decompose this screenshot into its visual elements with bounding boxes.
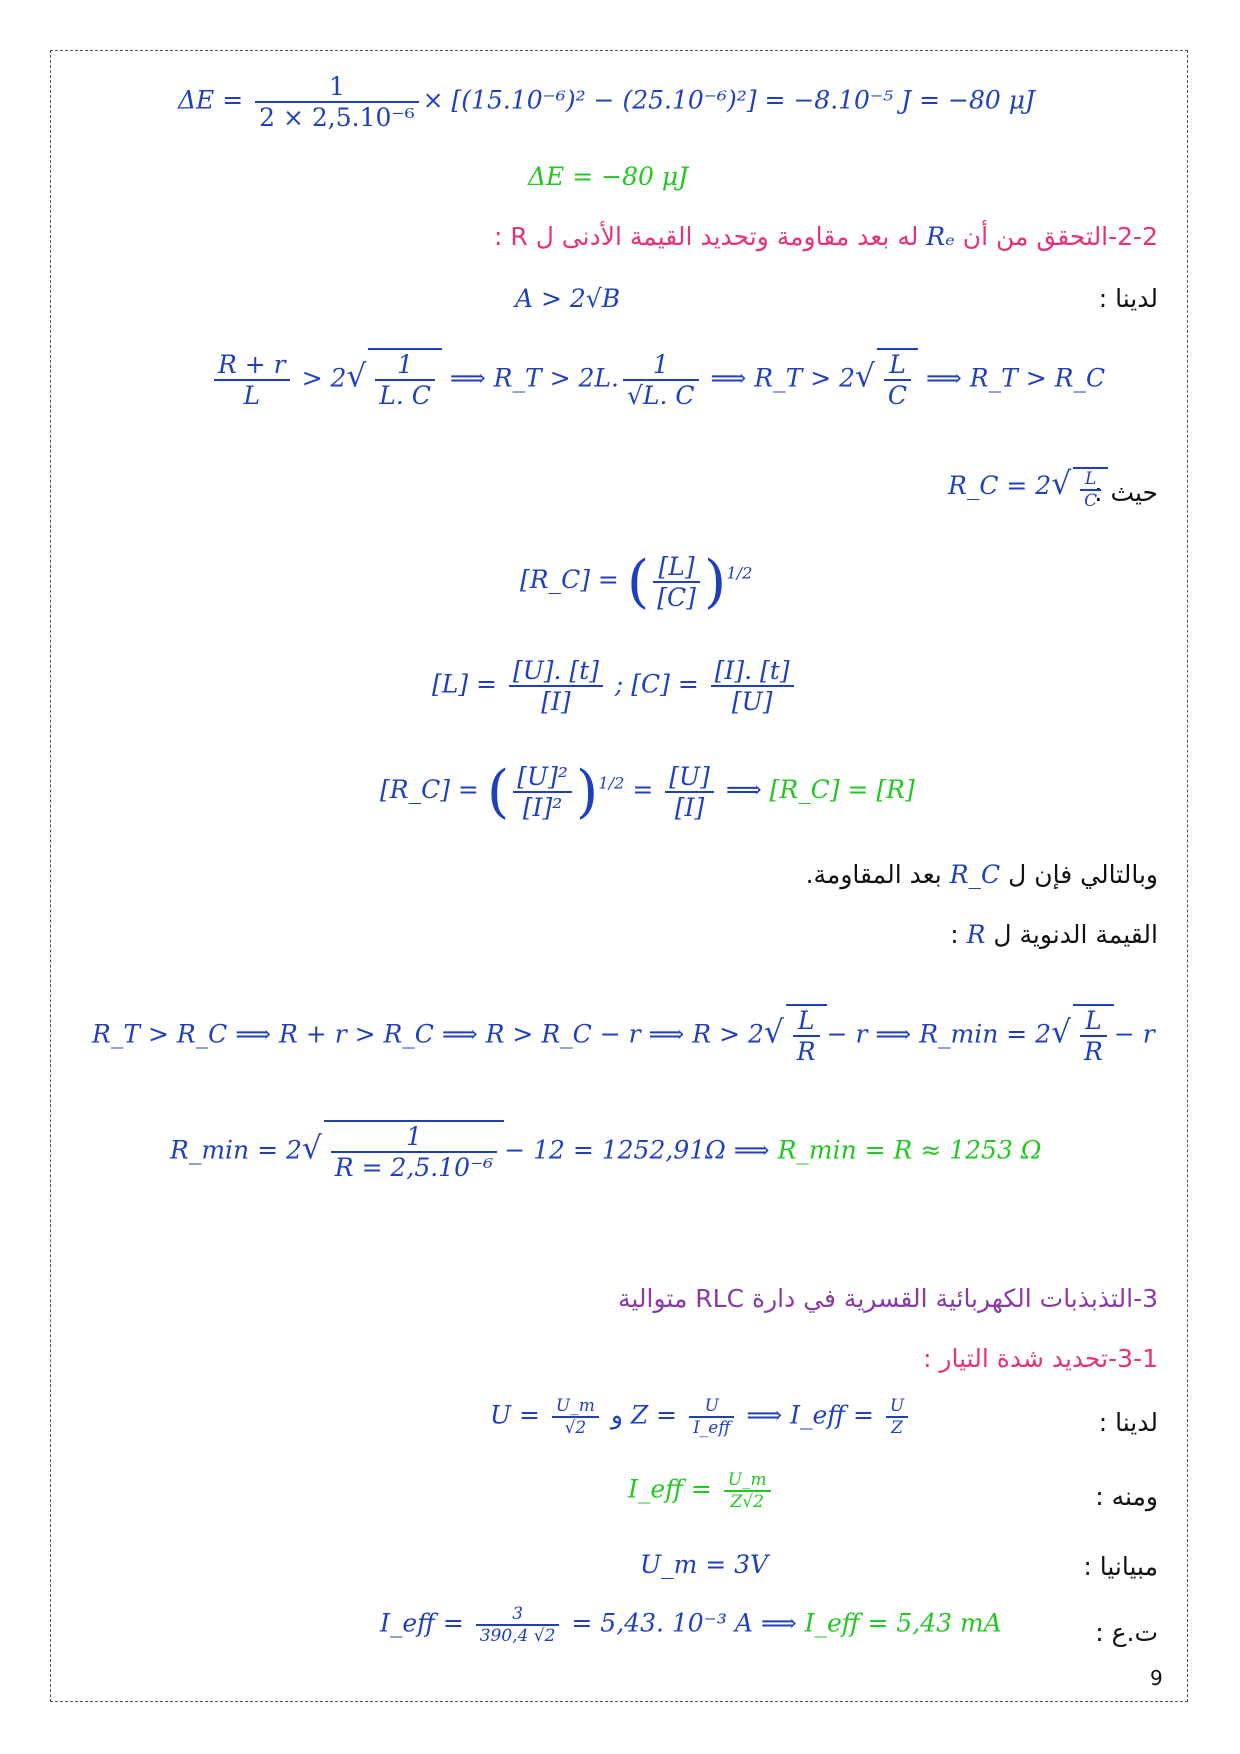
min-calc: R_min = 2√ $\frac{1}{\text{R = 2,5.10⁻⁶}}$ − 12 = 1252,91Ω ⟹ R_min = R ≈ 1253 Ω: [170, 1122, 1042, 1182]
ineq-gt: > 2: [293, 363, 347, 393]
eq4-num: 3: [476, 1604, 560, 1626]
energy-den: 2 × 2,5.10⁻⁶: [259, 103, 415, 132]
title-var: Rₑ: [926, 222, 955, 251]
min-eq-c: − r: [1113, 1019, 1155, 1049]
dim3-arrow: ⟹: [717, 775, 770, 804]
dim2-mid: ; [C] =: [606, 669, 707, 699]
where-num: L: [1080, 469, 1101, 491]
min-eq-b: − r ⟹ R_min = 2: [826, 1019, 1052, 1049]
dim2-den2: [U]: [731, 687, 773, 716]
dim1-num: [L]: [653, 552, 700, 583]
where-lhs: R_C = 2: [948, 471, 1052, 500]
dim3-den2: [I]: [674, 792, 705, 822]
section-3-title: 3-التذبذبات الكهربائية القسرية في دارة RLC متوالية: [617, 1284, 1158, 1313]
section-2-2-title: [494, 222, 1158, 251]
ineq-frac-num: 1: [623, 350, 699, 381]
eq1-num3: U: [886, 1396, 908, 1418]
min-label-prefix: القيمة الدنوية ل: [993, 920, 1158, 949]
dim3-eq: =: [624, 775, 662, 804]
energy-rest: × [(15.10⁻⁶)² − (25.10⁻⁶)²] = −8.10⁻⁵ J = −80 μJ: [422, 85, 1035, 115]
eq1-den3: Z: [891, 1418, 903, 1438]
dim1-pow: 1/2: [726, 563, 753, 583]
given-label: لدينا :: [1098, 284, 1158, 313]
ineq-rad2-num: L: [884, 350, 911, 381]
energy-equation: [178, 72, 1035, 132]
where-eq: R_C = 2√ $\frac{L}{C}$: [948, 466, 1108, 511]
dim1-lhs: [R_C] =: [520, 565, 627, 594]
section-3-1-title: 3-1-تحديد شدة التيار :: [923, 1344, 1158, 1373]
dim-eq-2: [432, 656, 798, 716]
dim3-den: [I]²: [522, 792, 563, 822]
calc-result: R_min = R ≈ 1253 Ω: [777, 1135, 1042, 1165]
s3-eq-1: [490, 1396, 912, 1438]
dim2-den: [I]: [541, 687, 571, 716]
energy-result: ΔE = −80 μJ: [528, 162, 689, 191]
inequality-line: $\frac{R + r}{L}$ > 2√ $\frac{1}{L. C}$ ⟹ R_T > 2L. $\frac{1}{√L. C}$ ⟹ R_T > 2√ $\frac{L}{C}$ ⟹ R_T > R_C: [210, 348, 1105, 410]
eq1-num: U_m: [552, 1396, 599, 1418]
min-eq-num2: L: [1080, 1006, 1107, 1037]
min-eq-den2: R: [1084, 1037, 1103, 1066]
calc-den: R = 2,5.10⁻⁶: [334, 1153, 494, 1182]
dim3-lhs: [R_C] =: [380, 775, 487, 804]
eq2-lhs: I_eff =: [628, 1474, 720, 1504]
dim3-result: [R_C] = [R]: [769, 775, 915, 804]
conclusion-var: R_C: [949, 860, 1001, 889]
min-eq-a: R_T > R_C ⟹ R + r > R_C ⟹ R > R_C − r ⟹ R > 2: [92, 1019, 764, 1049]
graph-label: مبيانيا :: [1083, 1552, 1158, 1581]
ineq-c: ⟹ R_T > R_C: [918, 363, 1106, 393]
eq4-mid: = 5,43. 10⁻³ A ⟹: [563, 1608, 805, 1638]
conclusion: [806, 860, 1158, 889]
dim-eq-3: [R_C] = ( $\frac{\text{[U]²}}{\text{[I]²}}$ )$^{1/2}$ = $\frac{[U]}{[I]}$ ⟹ [R_C] = [R]: [380, 758, 915, 825]
eq1-den2: I_eff: [693, 1418, 731, 1438]
eq1-num2: U: [689, 1396, 734, 1418]
given-eq: A > 2√B: [515, 284, 621, 313]
eq1-den: √2: [564, 1418, 587, 1438]
eq1-c: ⟹ I_eff =: [738, 1400, 882, 1430]
ineq-a: ⟹ R_T > 2L.: [441, 363, 619, 393]
dim-eq-1: [R_C] = ( $\frac{[L]}{[C]}$ )$^{1/2}$: [520, 548, 753, 615]
ineq-rad-num: 1: [375, 350, 435, 381]
min-eq-den1: R: [796, 1037, 816, 1066]
min-label-suffix: :: [950, 920, 959, 949]
s3-given-label: لدينا :: [1098, 1408, 1158, 1437]
min-derivation: R_T > R_C ⟹ R + r > R_C ⟹ R > R_C − r ⟹ R > 2√ $\frac{L}{R}$ − r ⟹ R_min = 2√ $\frac{L}{R}$ − r: [92, 1006, 1155, 1066]
s3-eq-3: U_m = 3V: [640, 1550, 769, 1579]
dim3-pow: 1/2: [598, 773, 625, 793]
energy-lhs: ΔE =: [178, 85, 252, 115]
ineq-rad2-den: C: [887, 381, 908, 410]
title-prefix: 2-2-التحقق من أن: [962, 222, 1158, 251]
min-label-var: R: [966, 920, 986, 949]
where-label: حيث :: [1094, 478, 1158, 507]
calc-rest: − 12 = 1252,91Ω ⟹: [504, 1135, 778, 1165]
title-suffix: له بعد مقاومة وتحديد القيمة الأدنى ل R :: [494, 222, 919, 251]
ineq-num: R + r: [214, 350, 290, 381]
eq4-lhs: I_eff =: [380, 1608, 472, 1638]
min-label: [950, 920, 1158, 949]
eq1-and: و: [602, 1400, 631, 1430]
eq1-b: Z =: [630, 1400, 686, 1430]
dim2-num: [U]. [t]: [509, 656, 603, 687]
numeric-label: ت.ع :: [1095, 1618, 1158, 1647]
conclusion-prefix: وبالتالي فإن ل: [1008, 860, 1158, 889]
ineq-frac-den: √L. C: [626, 381, 695, 410]
eq2-num: U_m: [724, 1470, 771, 1492]
dim1-den: [C]: [657, 582, 696, 612]
eq4-result: I_eff = 5,43 mA: [804, 1608, 1002, 1638]
dim2-num2: [I]. [t]: [711, 656, 794, 687]
ineq-rad-den: L. C: [379, 381, 431, 410]
min-eq-num1: L: [793, 1006, 820, 1037]
hence-label: ومنه :: [1095, 1482, 1158, 1511]
s3-eq-2: [628, 1470, 775, 1512]
ineq-b: ⟹ R_T > 2: [702, 363, 855, 393]
dim3-num: [U]²: [513, 762, 572, 793]
where-den: C: [1084, 490, 1098, 511]
page-number: 9: [1150, 1666, 1163, 1690]
calc-num: 1: [331, 1122, 497, 1153]
dim3-num2: [U]: [665, 762, 714, 793]
energy-num: 1: [255, 72, 418, 103]
conclusion-suffix: بعد المقاومة.: [805, 860, 942, 889]
ineq-den: L: [243, 381, 261, 410]
dim2-lhs: [L] =: [432, 669, 505, 699]
eq1-a: U =: [490, 1400, 548, 1430]
calc-lhs: R_min = 2: [170, 1135, 302, 1165]
eq4-den: 390,4 √2: [479, 1626, 556, 1646]
s3-eq-4: [380, 1604, 1002, 1646]
eq2-den: Z√2: [730, 1492, 764, 1512]
